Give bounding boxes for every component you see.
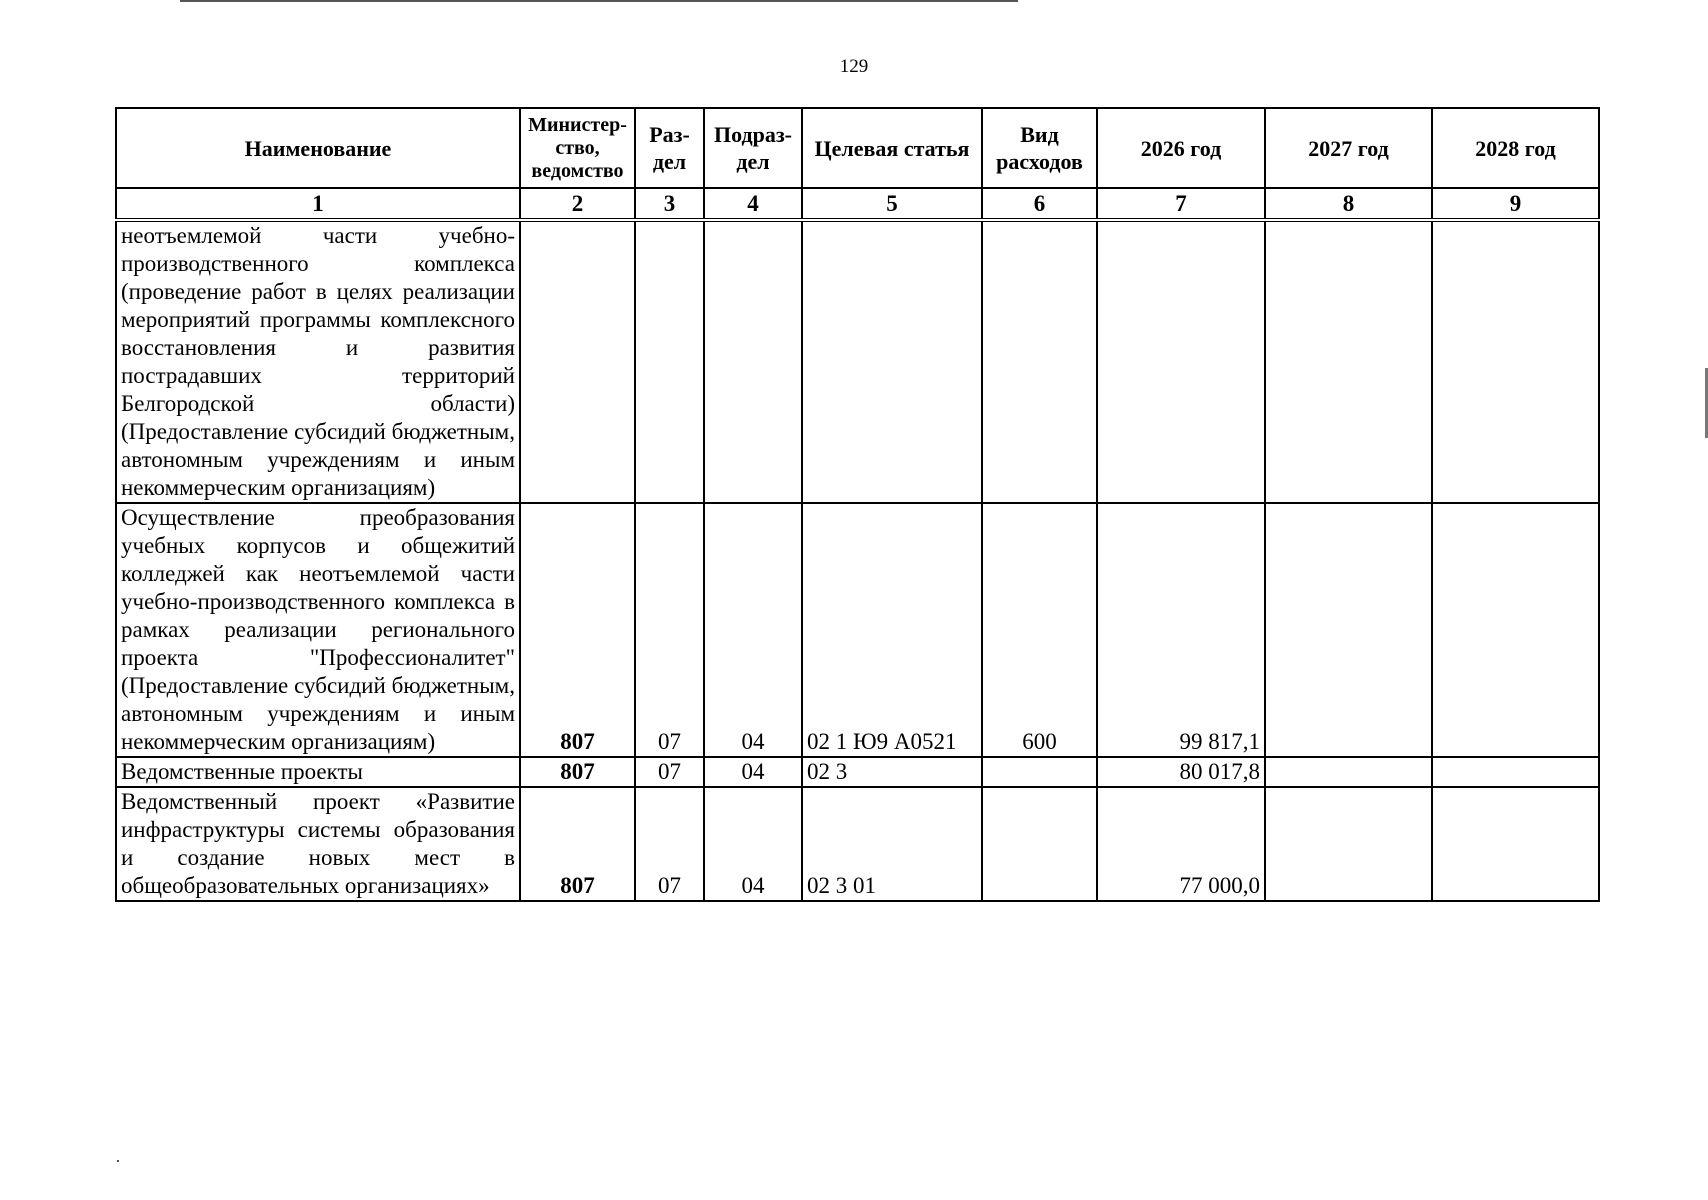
colnum-8: 8	[1265, 188, 1432, 220]
row-section: 07	[635, 787, 704, 901]
row-target: 02 3 01	[802, 787, 982, 901]
row-name: Ведомственные проекты	[116, 757, 520, 787]
row-2028	[1432, 220, 1599, 503]
table-row	[116, 503, 1599, 757]
row-2027	[1265, 757, 1432, 787]
colnum-4: 4	[704, 188, 802, 220]
header-subsection: Подраз-дел	[704, 108, 802, 188]
row-section: 07	[635, 503, 704, 757]
table-row	[116, 220, 1599, 503]
budget-table	[115, 107, 1600, 902]
row-2026: 99 817,1	[1097, 503, 1265, 757]
top-rule	[180, 0, 1018, 2]
row-2026	[1097, 220, 1265, 503]
header-2026: 2026 год	[1097, 108, 1265, 188]
row-target	[802, 220, 982, 503]
colnum-3: 3	[635, 188, 704, 220]
row-ministry: 807	[520, 787, 635, 901]
row-2026: 80 017,8	[1097, 757, 1265, 787]
row-ministry: 807	[520, 757, 635, 787]
row-2028	[1432, 787, 1599, 901]
colnum-9: 9	[1432, 188, 1599, 220]
row-expense-type	[982, 787, 1097, 901]
colnum-1: 1	[116, 188, 520, 220]
header-name: Наименование	[116, 108, 520, 188]
row-subsection: 04	[704, 787, 802, 901]
header-section: Раз-дел	[635, 108, 704, 188]
row-subsection: 04	[704, 757, 802, 787]
row-ministry: 807	[520, 503, 635, 757]
row-name: Ведомственный проект «Развитие инфраструктуры системы образования и создание новых мест в общеобразовательных организациях»	[116, 787, 520, 901]
colnum-7: 7	[1097, 188, 1265, 220]
row-2027	[1265, 787, 1432, 901]
colnum-6: 6	[982, 188, 1097, 220]
page-number: 129	[839, 56, 869, 77]
header-row	[116, 108, 1599, 188]
colnum-2: 2	[520, 188, 635, 220]
row-subsection: 04	[704, 503, 802, 757]
header-2027: 2027 год	[1265, 108, 1432, 188]
row-2028	[1432, 503, 1599, 757]
header-expense-type: Вид расходов	[982, 108, 1097, 188]
header-2028: 2028 год	[1432, 108, 1599, 188]
header-ministry: Министер-ство, ведомство	[520, 108, 635, 188]
row-target: 02 1 Ю9 A0521	[802, 503, 982, 757]
scan-speck	[117, 1160, 119, 1162]
row-expense-type: 600	[982, 503, 1097, 757]
row-name: Осуществление преобразования учебных корпусов и общежитий колледжей как неотъемлемой части учебно-производственного комплекса в рамках реализации регионального проекта "Профессионалитет" (Предоставление субсидий бюджетным, автономным учреждениям и иным некоммерческим организациям)	[116, 503, 520, 757]
row-section	[635, 220, 704, 503]
row-section: 07	[635, 757, 704, 787]
row-2027	[1265, 220, 1432, 503]
row-target: 02 3	[802, 757, 982, 787]
row-2026: 77 000,0	[1097, 787, 1265, 901]
row-expense-type	[982, 220, 1097, 503]
row-2027	[1265, 503, 1432, 757]
colnum-5: 5	[802, 188, 982, 220]
header-target: Целевая статья	[802, 108, 982, 188]
row-expense-type	[982, 757, 1097, 787]
column-number-row	[116, 188, 1599, 220]
row-ministry	[520, 220, 635, 503]
table-row	[116, 787, 1599, 901]
row-name: неотъемлемой части учебно-производственного комплекса (проведение работ в целях реализации мероприятий программы комплексного восстановления и развития пострадавших территорий Белгородской области) (Предоставление субсидий бюджетным, автономным учреждениям и иным некоммерческим организациям)	[116, 220, 520, 503]
row-2028	[1432, 757, 1599, 787]
table-row	[116, 757, 1599, 787]
row-subsection	[704, 220, 802, 503]
